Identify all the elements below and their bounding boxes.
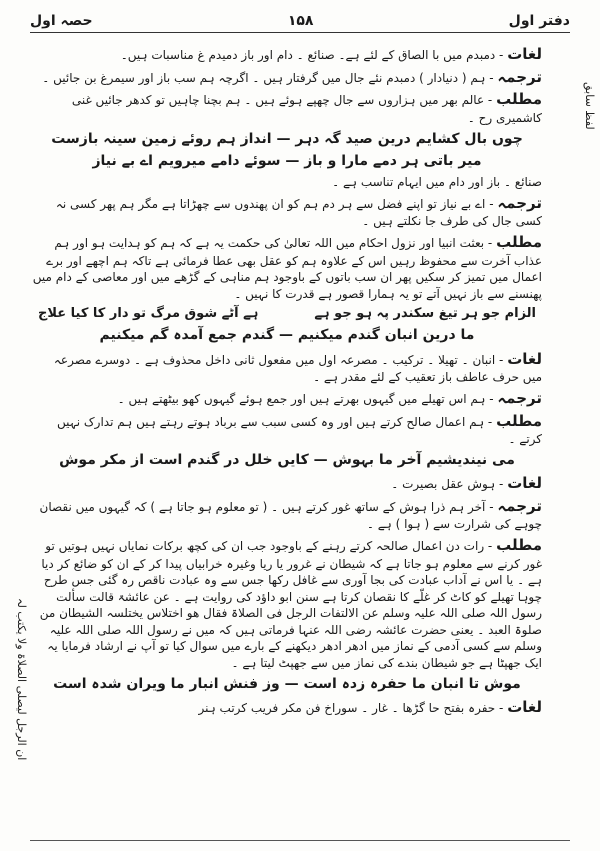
section-label: مطلب	[496, 90, 542, 109]
paragraph	[32, 697, 542, 718]
paragraph-text: - آخر ہم ذرا ہوش کے ساتھ غور کرتے ہیں ۔ ( تو معلوم ہو جاتا ہے ) کہ گیہوں میں نقصان چوہے کی شرارت سے ( ہوا ) ہے ۔	[39, 499, 542, 532]
verse: موش تا انبان ما حفرہ زدہ است — وز فنش انبار ما ویران شدہ است	[53, 675, 521, 692]
paragraph	[32, 349, 542, 386]
section-label: لغات	[507, 349, 542, 368]
verse: می نیندیشیم آخر ما بہوش — کایں خلل در گندم است از مکر موش	[59, 451, 515, 468]
paragraph	[32, 473, 542, 494]
verse-row	[38, 305, 536, 323]
section-label: مطلب	[496, 233, 542, 252]
section-label: مطلب	[496, 411, 542, 430]
page-header	[30, 10, 570, 33]
section-label: مطلب	[496, 535, 542, 554]
page-body	[32, 44, 542, 829]
verse: ما درین انبان گندم میکنیم — گندم جمع آمدہ گم میکنیم	[99, 327, 475, 344]
paragraph-text: - ہوش عقل بصیرت ۔	[391, 477, 504, 492]
paragraph-text: - بعثت انبیا اور نزول احکام میں اللہ تعالیٰ کی حکمت یہ ہے کہ ہم کو ہدایت ہو اور ہم عذاب آخرت سے محفوظ رہیں اس کے علاوہ ہم کو عقل بھی عطا فرمائی ہے تاکہ ہم اچھے اور برے اعمال میں تمیز کر سکیں پھر ان سب باتوں کے باوجود ہم مناہی کے گڑھے میں اور معاصی کے دام میں پھنسنے سے باز نہیں آتے تو یہ ہمارا قصور ہے قدرت کا نہیں ۔	[32, 236, 542, 301]
paragraph-text: صنائع ۔ باز اور دام میں ایہام تناسب ہے ۔	[332, 175, 542, 190]
section-label: ترجمہ	[497, 193, 542, 212]
verse-hemistich: الزام جو ہر تیغ سکندر پہ ہو جو ہے	[314, 306, 536, 322]
paragraph-text: - دمبدم میں با الصاق کے لئے ہے۔ صنائع ۔ دام اور باز دمیدم غ مناسبات ہیں۔	[120, 48, 504, 62]
paragraph	[32, 388, 542, 409]
section-label: ترجمہ	[497, 388, 542, 407]
margin-note-top: لفظ سابق	[583, 82, 596, 130]
section-label: لغات	[507, 45, 542, 63]
section-label: ترجمہ	[497, 67, 542, 86]
paragraph	[32, 174, 542, 191]
paragraph	[32, 496, 542, 533]
footer-rule	[30, 840, 570, 841]
paragraph-text: - ہم اس تھیلے میں گیہوں بھرتے ہیں اور جمع ہوئے گیہوں کھو بیٹھتے ہیں ۔	[117, 391, 494, 406]
paragraph-text: - ہم ( دنیادار ) دمبدم نئے جال میں گرفتار ہیں ۔ اگرچہ ہم سب باز اور سیمرغ بن جائیں ۔	[42, 70, 494, 85]
section-label: لغات	[507, 697, 542, 716]
paragraph-text: - رات دن اعمال صالحہ کرتے رہنے کے باوجود جب ان کی کچھ برکات نمایاں نہیں ہوتیں تو غور کرنے سے معلوم ہو جاتا ہے کہ شیطان نے غرور یا ریا وغیرہ خرابیاں پیدا کر کے ان کو ضائع کر دیا ہے ۔ یا اس نے آداب عبادت کی بجا آوری سے غافل رکھا جس سے وہ عبادت ناقص رہ گئی جس طرح چوہا تھیلے کو کاٹ کر غلّے کا نقصان کرتا ہے سنن ابو داؤد کی روایت ہے ۔ عن عائشۃ قالت سألت رسول اللہ صلی اللہ علیہ وسلم عن الالتفات الرجل فی الصلاۃ فقال ھو اختلاس یختلسہ الشیطان من صلوۃ العبد ۔ یعنی حضرت عائشہ رضی اللہ عنہا فرماتی ہیں کہ میں نے رسول اللہ صلی اللہ علیہ وسلم سے کسی آدمی کے نماز میں ادھر ادھر دیکھنے کے بارے میں سوال کیا تو آپ نے ارشاد فرمایا یہ ایک جھپٹا ہے جو شیطان بندے کی نماز میں سے جھپٹ لیتا ہے ۔	[39, 538, 542, 670]
paragraph	[32, 193, 542, 230]
margin-note-side: ان الرجل لیصلی الصلاۃ ولا یکتب لہ	[15, 597, 28, 760]
paragraph-text: - انبان ۔ تھیلا ۔ ترکیب ۔ مصرعہ اول میں مفعول ثانی داخل محذوف ہے ۔ دوسرے مصرعہ میں حرف عاطف باز تعقیب کے لئے مقدر ہے ۔	[53, 352, 542, 385]
paragraph-text: - اے بے نیاز تو اپنے فضل سے ہر دم ہم کو ان پھندوں سے چھڑاتا ہے مگر ہم پھر کسی نہ کسی جال کی طرف جا نکلتے ہیں ۔	[55, 196, 542, 229]
paragraph-text: - حفرہ بفتح حا گڑھا ۔ غار ۔ سوراخ فن مکر فریب کرتب ہنر	[198, 700, 504, 715]
page-number: ۱۵۸	[287, 13, 314, 29]
paragraph	[32, 67, 542, 88]
section-label: لغات	[507, 474, 542, 493]
section-label: ترجمہ	[497, 496, 542, 515]
paragraph	[32, 535, 542, 672]
header-left-part: حصہ اول	[30, 13, 93, 29]
paragraph-text: - عالم بھر میں ہزاروں سے جال چھپے ہوئے ہیں ۔ ہم بچنا چاہیں تو کدھر جائیں غنی کاشمیری رح ۔	[71, 93, 542, 126]
paragraph	[32, 44, 542, 65]
paragraph	[32, 89, 542, 126]
header-book-title: دفتر اول	[508, 13, 570, 29]
paragraph	[32, 411, 542, 448]
verse-hemistich: ہے آٹے شوق مرگ تو دار کا کیا علاج	[38, 306, 259, 322]
verse: چوں بال کشایم درین صید گہ دہر — انداز ہم روئے زمین سینہ بازست	[51, 130, 523, 147]
paragraph	[32, 232, 542, 302]
verse: میر باتی ہر دمے مارا و باز — سوئے دامے میرویم اے بے نیاز	[92, 152, 482, 169]
paragraph-text: - ہم اعمال صالح کرتے ہیں اور وہ کسی سبب سے برباد ہوتے رہتے ہیں ہم تدارک نہیں کرتے ۔	[56, 414, 542, 447]
